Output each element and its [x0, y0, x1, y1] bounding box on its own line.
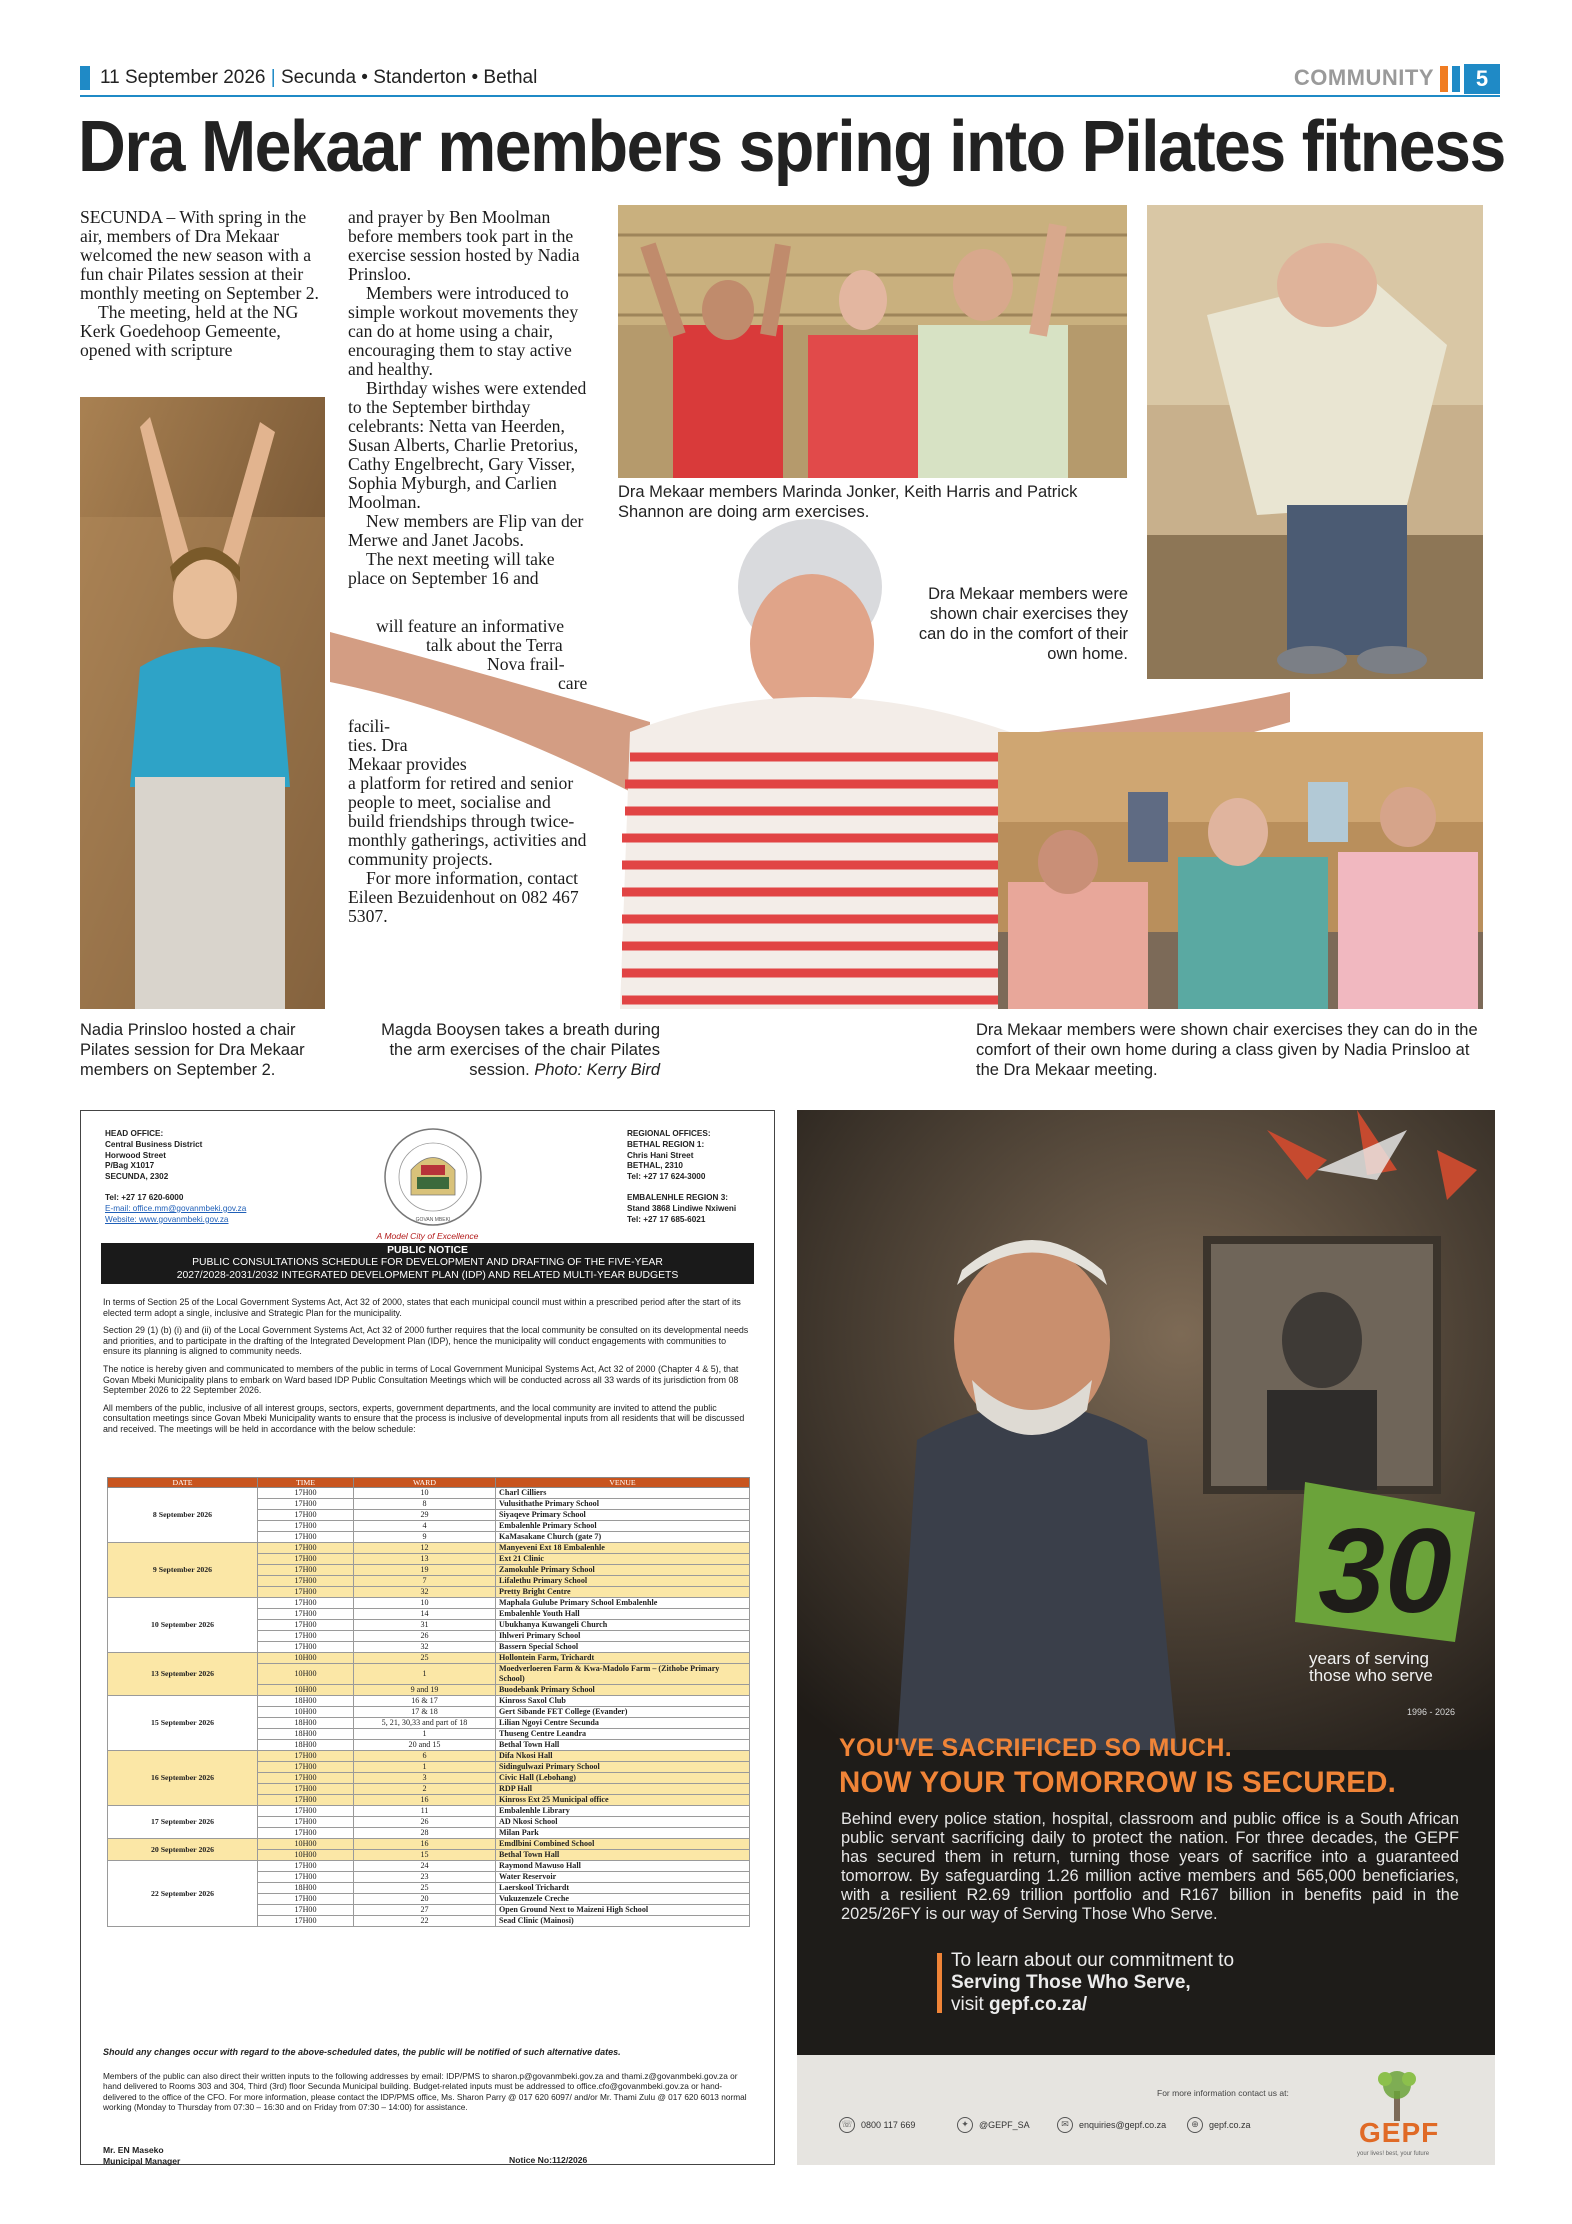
contact-text: @GEPF_SA: [979, 2120, 1030, 2130]
schedule-venue: Kinross Ext 25 Municipal office: [496, 1795, 750, 1806]
badge-line: those who serve: [1309, 1666, 1433, 1685]
header-rule: [80, 95, 1500, 97]
gepf-logo: GEPF: [1359, 2117, 1440, 2148]
signatory-name: Mr. EN Maseko: [103, 2145, 164, 2155]
schedule-ward: 5, 21, 30,33 and part of 18: [354, 1718, 496, 1729]
page-header: [80, 64, 1500, 94]
schedule-time: 10H00: [258, 1850, 354, 1861]
photo-arm-exercises: [618, 205, 1127, 478]
schedule-ward: 12: [354, 1543, 496, 1554]
schedule-venue: Ubukhanya Kuwangeli Church: [496, 1620, 750, 1631]
schedule-ward: 31: [354, 1620, 496, 1631]
schedule-venue: Buodebank Primary School: [496, 1685, 750, 1696]
schedule-venue: Water Reservoir: [496, 1872, 750, 1883]
schedule-ward: 6: [354, 1751, 496, 1762]
header-dateline: 11 September 2026 | Secunda • Standerton • Bethal: [100, 67, 538, 88]
notice-title-bar: [101, 1243, 754, 1284]
header-blue-tick: [1452, 66, 1460, 92]
schedule-time: 17H00: [258, 1916, 354, 1927]
schedule-ward: 1: [354, 1664, 496, 1685]
schedule-venue: Siyaqeve Primary School: [496, 1510, 750, 1521]
caption-arm-exercises: Dra Mekaar members Marinda Jonker, Keith Harris and Patrick Shannon are doing arm exercises.: [618, 483, 1078, 521]
schedule-ward: 14: [354, 1609, 496, 1620]
schedule-ward: 15: [354, 1850, 496, 1861]
contact-text: gepf.co.za: [1209, 2120, 1251, 2130]
schedule-venue: Thuseng Centre Leandra: [496, 1729, 750, 1740]
schedule-ward: 2: [354, 1784, 496, 1795]
schedule-venue: Sead Clinic (Mainosi): [496, 1916, 750, 1927]
table-row: [108, 1696, 750, 1707]
gepf-tree-logo-icon: [1372, 2065, 1422, 2123]
schedule-ward: 17 & 18: [354, 1707, 496, 1718]
schedule-ward: 9: [354, 1532, 496, 1543]
contact-twitter[interactable]: [957, 2117, 1030, 2133]
schedule-date: 22 September 2026: [108, 1861, 258, 1927]
schedule-venue: Zamokuhle Primary School: [496, 1565, 750, 1576]
badge-text: [1309, 1650, 1433, 1684]
notice-text: Horwood Street: [105, 1150, 166, 1160]
photo-group-class: [998, 732, 1483, 1009]
schedule-venue: Ihlweri Primary School: [496, 1631, 750, 1642]
page-number: 5: [1464, 64, 1500, 94]
advert-cta: [951, 1950, 1234, 2016]
col-header-venue: VENUE: [496, 1478, 750, 1488]
schedule-ward: 1: [354, 1762, 496, 1773]
schedule-time: 18H00: [258, 1883, 354, 1894]
schedule-ward: 7: [354, 1576, 496, 1587]
advert-headline-1: YOU'VE SACRIFICED SO MUCH.: [839, 1734, 1232, 1762]
schedule-time: 10H00: [258, 1839, 354, 1850]
schedule-time: 17H00: [258, 1609, 354, 1620]
schedule-ward: 10: [354, 1488, 496, 1499]
notice-paragraph: The notice is hereby given and communicated to members of the public in terms of Local Government Municipal Systems Act, Act 32 of 2000 (Chapter 4 & 5), that Govan Mbeki Municipality plans to embark on Ward based IDP Public Consultation Meetings which will be conducted across all 33 wards of its jurisdiction from 08 September 2026 to 22 September 2026.: [103, 1363, 739, 1396]
schedule-time: 10H00: [258, 1664, 354, 1685]
schedule-time: 17H00: [258, 1587, 354, 1598]
schedule-time: 17H00: [258, 1543, 354, 1554]
article-line: facili-: [348, 716, 390, 736]
caption-magda-text: Magda Booysen takes a breath during the arm exercises of the chair Pilates session.: [381, 1021, 660, 1079]
schedule-time: 17H00: [258, 1795, 354, 1806]
schedule-date: 20 September 2026: [108, 1839, 258, 1861]
signatory-title: Municipal Manager: [103, 2155, 181, 2166]
schedule-ward: 16 & 17: [354, 1696, 496, 1707]
schedule-venue: Embalenhle Youth Hall: [496, 1609, 750, 1620]
schedule-time: 17H00: [258, 1806, 354, 1817]
table-row: [108, 1839, 750, 1850]
schedule-venue: Emdlbini Combined School: [496, 1839, 750, 1850]
table-row: [108, 1488, 750, 1499]
photo-credit: Photo: Kerry Bird: [534, 1061, 660, 1079]
schedule-time: 10H00: [258, 1707, 354, 1718]
caption-class: Dra Mekaar members were shown chair exercises they can do in the comfort of their own home during a class given by Nadia Prinsloo at the Dra Mekaar meeting.: [976, 1021, 1478, 1079]
notice-regional-offices: [627, 1129, 736, 1225]
schedule-ward: 10: [354, 1598, 496, 1609]
schedule-venue: Bethal Town Hall: [496, 1740, 750, 1751]
schedule-venue: Bethal Town Hall: [496, 1850, 750, 1861]
schedule-venue: Hollontein Farm, Trichardt: [496, 1653, 750, 1664]
schedule-time: 17H00: [258, 1784, 354, 1795]
schedule-date: 15 September 2026: [108, 1696, 258, 1751]
schedule-venue: RDP Hall: [496, 1784, 750, 1795]
town-2: Standerton: [373, 67, 467, 88]
notice-subtitle: 2027/2028-2031/2032 INTEGRATED DEVELOPMENT PLAN (IDP) AND RELATED MULTI-YEAR BUDGETS: [176, 1269, 679, 1281]
article-line: ties. Dra: [348, 735, 408, 755]
schedule-venue: Lilian Ngoyi Centre Secunda: [496, 1718, 750, 1729]
header-orange-tick: [1440, 66, 1448, 92]
col-header-ward: WARD: [354, 1478, 496, 1488]
notice-change-note: Should any changes occur with regard to the above-scheduled dates, the public will be notified of such alternative dates.: [103, 2047, 621, 2057]
schedule-time: 17H00: [258, 1631, 354, 1642]
schedule-ward: 29: [354, 1510, 496, 1521]
wrap-line: talk about the Terra: [426, 635, 563, 655]
notice-title: PUBLIC NOTICE: [387, 1245, 468, 1256]
schedule-ward: 25: [354, 1883, 496, 1894]
schedule-ward: 27: [354, 1905, 496, 1916]
schedule-venue: AD Nkosi School: [496, 1817, 750, 1828]
schedule-time: 17H00: [258, 1762, 354, 1773]
schedule-time: 17H00: [258, 1488, 354, 1499]
schedule-ward: 13: [354, 1554, 496, 1565]
schedule-ward: 3: [354, 1773, 496, 1784]
header-accent-bar: [80, 66, 90, 90]
schedule-venue: Ext 21 Clinic: [496, 1554, 750, 1565]
table-row: [108, 1861, 750, 1872]
article-line: Mekaar provides: [348, 754, 467, 774]
wrap-line: care: [558, 673, 588, 693]
schedule-venue: Vulusithathe Primary School: [496, 1499, 750, 1510]
cta-accent-bar: [937, 1953, 942, 2013]
schedule-ward: 4: [354, 1521, 496, 1532]
article-paragraph: and prayer by Ben Moolman before members took part in the exercise session hosted by Nadia Prinsloo.: [348, 207, 580, 284]
notice-body: [103, 1297, 753, 1442]
schedule-ward: 26: [354, 1631, 496, 1642]
schedule-ward: 19: [354, 1565, 496, 1576]
schedule-time: 17H00: [258, 1861, 354, 1872]
table-row: [108, 1751, 750, 1762]
notice-paragraph: All members of the public, inclusive of all interest groups, sectors, experts, government departments, and the local community are invited to attend the public consultation meetings since Govan Mbeki Municipality wants to ensure that the process is inclusive of developmental inputs from all residents that will be discussed and received. The meetings will be held in accordance with the below schedule:: [103, 1402, 745, 1434]
schedule-ward: 32: [354, 1587, 496, 1598]
notice-text: BETHAL REGION 1:: [627, 1139, 705, 1149]
schedule-time: 17H00: [258, 1642, 354, 1653]
col-header-time: TIME: [258, 1478, 354, 1488]
schedule-ward: 16: [354, 1839, 496, 1850]
schedule-venue: Open Ground Next to Maizeni High School: [496, 1905, 750, 1916]
notice-subtitle: PUBLIC CONSULTATIONS SCHEDULE FOR DEVELOPMENT AND DRAFTING OF THE FIVE-YEAR: [192, 1257, 663, 1269]
article-paragraph: New members are Flip van der Merwe and Janet Jacobs.: [348, 511, 584, 550]
badge-number: 30: [1318, 1504, 1452, 1638]
schedule-ward: 8: [354, 1499, 496, 1510]
schedule-date: 10 September 2026: [108, 1598, 258, 1653]
schedule-ward: 9 and 19: [354, 1685, 496, 1696]
schedule-ward: 1: [354, 1729, 496, 1740]
schedule-date: 17 September 2026: [108, 1806, 258, 1839]
schedule-time: 10H00: [258, 1653, 354, 1664]
caption-magda: [360, 1020, 660, 1080]
schedule-ward: 23: [354, 1872, 496, 1883]
gepf-advert: [797, 1110, 1495, 2165]
municipality-logo: [381, 1125, 486, 1230]
schedule-venue: Pretty Bright Centre: [496, 1587, 750, 1598]
notice-signature: [103, 2145, 180, 2166]
contact-label: For more information contact us at:: [1157, 2088, 1289, 2098]
schedule-date: 16 September 2026: [108, 1751, 258, 1806]
table-row: [108, 1543, 750, 1554]
article-paragraph: Members were introduced to simple workout movements they can do at home using a chair, encouraging them to stay active and healthy.: [348, 283, 579, 379]
notice-email-link[interactable]: E-mail: office.mm@govanmbeki.gov.za: [105, 1203, 247, 1213]
notice-text: Tel: +27 17 685-6021: [627, 1214, 706, 1224]
table-row: [108, 1653, 750, 1664]
schedule-venue: Embalenhle Primary School: [496, 1521, 750, 1532]
notice-number: Notice No:112/2026: [509, 2155, 588, 2165]
article-paragraph: The meeting, held at the NG Kerk Goedehoop Gemeente, opened with scripture: [80, 302, 299, 360]
schedule-ward: 22: [354, 1916, 496, 1927]
contact-text: 0800 117 669: [861, 2120, 916, 2130]
schedule-venue: Vukuzenzele Creche: [496, 1894, 750, 1905]
cta-line: visit: [951, 1994, 984, 2015]
schedule-venue: Lifalethu Primary School: [496, 1576, 750, 1587]
schedule-venue: Difa Nkosi Hall: [496, 1751, 750, 1762]
email-icon: ✉: [1057, 2117, 1073, 2133]
schedule-time: 18H00: [258, 1729, 354, 1740]
schedule-ward: 11: [354, 1806, 496, 1817]
schedule-ward: 25: [354, 1653, 496, 1664]
schedule-time: 17H00: [258, 1554, 354, 1565]
schedule-date: 9 September 2026: [108, 1543, 258, 1598]
cta-line: Serving Those Who Serve,: [951, 1972, 1191, 1993]
gepf-website-link[interactable]: gepf.co.za/: [989, 1994, 1088, 2015]
schedule-time: 17H00: [258, 1872, 354, 1883]
schedule-venue: Raymond Mawuso Hall: [496, 1861, 750, 1872]
anniversary-badge: [1285, 1472, 1485, 1672]
contact-email[interactable]: [1057, 2117, 1166, 2133]
schedule-ward: 20 and 15: [354, 1740, 496, 1751]
notice-text: Tel: +27 17 620-6000: [105, 1192, 184, 1202]
wrap-line: will feature an informative: [376, 616, 565, 636]
schedule-time: 18H00: [258, 1696, 354, 1707]
section-title: COMMUNITY: [1293, 65, 1434, 90]
article-paragraph: a platform for retired and senior people to meet, socialise and build friendships through twice-monthly gatherings, activities and community projects.: [348, 773, 587, 869]
consultation-schedule-table: [107, 1477, 750, 1927]
article-paragraph: For more information, contact Eileen Bezuidenhout on 082 467 5307.: [348, 868, 579, 926]
schedule-ward: 20: [354, 1894, 496, 1905]
schedule-venue: Kinross Saxol Club: [496, 1696, 750, 1707]
svg-text:GOVAN MBEKI: GOVAN MBEKI: [415, 1217, 451, 1223]
notice-text: EMBALENHLE REGION 3:: [627, 1192, 728, 1202]
phone-icon: ☏: [839, 2117, 855, 2133]
schedule-time: 17H00: [258, 1499, 354, 1510]
caption-chair-comfort: Dra Mekaar members were shown chair exercises they can do in the comfort of their own home.: [918, 585, 1128, 663]
schedule-time: 17H00: [258, 1620, 354, 1631]
caption-nadia: Nadia Prinsloo hosted a chair Pilates session for Dra Mekaar members on September 2.: [80, 1021, 305, 1079]
gepf-tagline: your lives! best, your future: [1357, 2151, 1430, 2157]
schedule-venue: Manyeveni Ext 18 Embalenhle: [496, 1543, 750, 1554]
notice-text: BETHAL, 2310: [627, 1161, 683, 1171]
notice-text: REGIONAL OFFICES:: [627, 1129, 711, 1138]
notice-text: SECUNDA, 2302: [105, 1172, 169, 1182]
schedule-time: 17H00: [258, 1773, 354, 1784]
notice-text: P/Bag X1017: [105, 1161, 155, 1171]
contact-phone[interactable]: [839, 2117, 915, 2133]
notice-text: Tel: +27 17 624-3000: [627, 1172, 706, 1182]
schedule-time: 17H00: [258, 1598, 354, 1609]
advert-headline-2: NOW YOUR TOMORROW IS SECURED.: [839, 1766, 1397, 1799]
schedule-ward: 32: [354, 1642, 496, 1653]
notice-paragraph: In terms of Section 25 of the Local Government Systems Act, Act 32 of 2000, states that each municipal council must within a prescribed period after the start of its elected term adopt a single, inclusive and Strategic Plan for the municipality.: [103, 1297, 741, 1318]
schedule-time: 18H00: [258, 1718, 354, 1729]
schedule-venue: Bassern Special School: [496, 1642, 750, 1653]
town-1: Secunda: [281, 67, 357, 88]
notice-website-link[interactable]: Website: www.govanmbeki.gov.za: [105, 1214, 229, 1224]
schedule-time: 17H00: [258, 1817, 354, 1828]
article-paragraph: The next meeting will take place on September 16 and: [348, 549, 555, 588]
twitter-icon: ✦: [957, 2117, 973, 2133]
notice-text: Chris Hani Street: [627, 1150, 694, 1160]
badge-line: years of serving: [1309, 1649, 1429, 1668]
contact-web[interactable]: [1187, 2117, 1251, 2133]
photo-nadia-prinsloo: [80, 397, 325, 1009]
cta-line: To learn about our commitment to: [951, 1950, 1235, 1971]
town-3: Bethal: [483, 67, 538, 88]
notice-head-office: [105, 1129, 246, 1225]
schedule-date: 13 September 2026: [108, 1653, 258, 1696]
public-notice: [80, 1110, 775, 2165]
article-column-1: [80, 208, 324, 360]
schedule-venue: Laerskool Trichardt: [496, 1883, 750, 1894]
schedule-venue: Maphala Gulube Primary School Embalenhle: [496, 1598, 750, 1609]
schedule-venue: Embalenhle Library: [496, 1806, 750, 1817]
article-headline: Dra Mekaar members spring into Pilates fitness: [78, 107, 1505, 187]
schedule-time: 17H00: [258, 1532, 354, 1543]
schedule-venue: Charl Cilliers: [496, 1488, 750, 1499]
schedule-ward: 16: [354, 1795, 496, 1806]
table-row: [108, 1806, 750, 1817]
notice-text: Central Business District: [105, 1139, 203, 1149]
schedule-venue: Sidingulwazi Primary School: [496, 1762, 750, 1773]
schedule-venue: KaMasakane Church (gate 7): [496, 1532, 750, 1543]
schedule-time: 17H00: [258, 1751, 354, 1762]
schedule-time: 17H00: [258, 1828, 354, 1839]
contact-text: enquiries@gepf.co.za: [1079, 2120, 1167, 2130]
schedule-venue: Civic Hall (Lebohang): [496, 1773, 750, 1784]
col-header-date: DATE: [108, 1478, 258, 1488]
notice-text: Stand 3868 Lindiwe Nxiweni: [627, 1203, 737, 1213]
notice-footer-text: Members of the public can also direct their written inputs to the following addresses by email: IDP/PMS to sharon.p@govanmbeki.gov.za and thami.z@govanmbeki.gov.za or hand delivered to Rooms 303 and 304, Third (3rd) floor Secunda Municipal building. Budget-related inputs must be addressed to office.cfo@govanmbeki.gov.za or hand-delivered to the office of the CFO. For more information, please contact the IDP/PMS office, Ms. Sharon Parry @ 017 620 6097/ and/or Mr. Thami Zulu @ 017 620 6013 normal working (Monday to Thursday from 07:30 – 16:30 and on Friday from 07:30 – 14:00) for assistance.: [103, 2071, 747, 2113]
schedule-time: 17H00: [258, 1576, 354, 1587]
notice-text: HEAD OFFICE:: [105, 1129, 164, 1138]
schedule-ward: 26: [354, 1817, 496, 1828]
schedule-date: 8 September 2026: [108, 1488, 258, 1543]
schedule-time: 17H00: [258, 1510, 354, 1521]
schedule-ward: 24: [354, 1861, 496, 1872]
schedule-time: 18H00: [258, 1740, 354, 1751]
schedule-venue: Milan Park: [496, 1828, 750, 1839]
wrap-line: Nova frail-: [487, 654, 565, 674]
article-paragraph: Birthday wishes were extended to the September birthday celebrants: Netta van Heerden, Susan Alberts, Charlie Pretorius, Cathy Engelbrecht, Gary Visser, Sophia Myburgh, and Carlien Moolman.: [348, 378, 587, 512]
advert-body: Behind every police station, hospital, classroom and public office is a South African public servant sacrificing daily to protect the nation. For three decades, the GEPF has secured them in return, turning those years of sacrifice into a guaranteed tomorrow. By safeguarding 1.26 million active members and 565,000 beneficiaries, with a resilient R2.69 trillion portfolio and R167 billion in benefits paid in the 2025/26FY is our way of Serving Those Who Serve.: [841, 1810, 1459, 1923]
notice-motto: A Model City of Excellence: [376, 1231, 479, 1241]
schedule-time: 17H00: [258, 1565, 354, 1576]
schedule-time: 17H00: [258, 1521, 354, 1532]
web-icon: ⊕: [1187, 2117, 1203, 2133]
badge-years: 1996 - 2026: [1407, 1707, 1456, 1717]
schedule-time: 17H00: [258, 1905, 354, 1916]
schedule-venue: Gert Sibande FET College (Evander): [496, 1707, 750, 1718]
schedule-venue: Moedverloeren Farm & Kwa-Madolo Farm – (Zithobe Primary School): [496, 1664, 750, 1685]
issue-date: 11 September 2026: [100, 67, 266, 88]
article-paragraph: SECUNDA – With spring in the air, members of Dra Mekaar welcomed the new season with a fun chair Pilates session at their monthly meeting on September 2.: [80, 207, 319, 303]
table-row: [108, 1598, 750, 1609]
schedule-time: 17H00: [258, 1894, 354, 1905]
schedule-ward: 28: [354, 1828, 496, 1839]
advert-footer: [797, 2055, 1495, 2165]
schedule-time: 10H00: [258, 1685, 354, 1696]
notice-paragraph: Section 29 (1) (b) (i) and (ii) of the Local Government Systems Act, Act 32 of 2000 further requires that the local community be consulted on its developmental needs and priorities, and to participate in the drafting of the Integrated Development Plan (IDP), hence the municipality will conduct engagements with communities to ensure its planning is aligned to community needs.: [103, 1325, 749, 1357]
